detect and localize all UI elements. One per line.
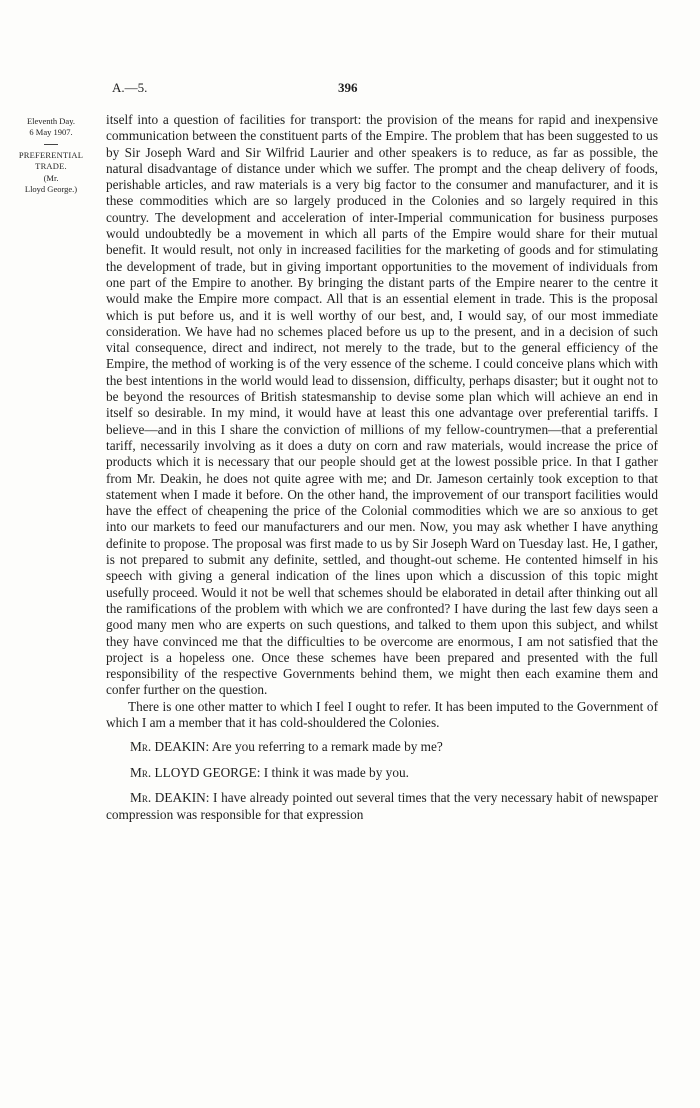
- dialogue-line-2: [106, 763, 658, 783]
- main-text: [106, 112, 658, 829]
- dialogue-text: : Are you referring to a remark made by me?: [205, 739, 443, 755]
- page-number: 396: [338, 80, 358, 95]
- margin-day: Eleventh Day.: [26, 116, 76, 126]
- margin-topic-line2: TRADE.: [35, 161, 67, 171]
- dialogue-line-3: [106, 789, 658, 823]
- margin-notes: [4, 116, 98, 195]
- margin-topic-line1: PREFERENTIAL: [18, 150, 84, 160]
- document-reference: A.—5.: [112, 80, 148, 95]
- page-header: [112, 80, 658, 100]
- margin-speaker-line2: Lloyd George.): [24, 184, 78, 194]
- dialogue-speaker: Mr. DEAKIN: [130, 739, 206, 755]
- margin-speaker-line1: (Mr.: [43, 173, 59, 183]
- body-paragraph-1: itself into a question of facilities for transport: the provision of the means for rapid and inexpensive communication between the constituent parts of the Empire. The problem that has been suggested to us by Sir Joseph Ward and Sir Wilfrid Laurier and other speakers is to reduce, as far as possible, the natural disadvantage of distance under which we suffer. The prompt and the cheap delivery of foods, perishable articles, and raw materials is a very big factor to the consumer and manufacturer, and it is these commodities which are so largely produced in the Colonies and so largely required in this country. The development and acceleration of inter-Imperial communication for business purposes would undoubtedly be a movement in which all parts of the Empire would share for their mutual benefit. It would result, not only in increased facilities for the marketing of goods and for stimulating the development of trade, but in giving important opportunities to the movement of individuals from one part of the Empire to another. By bringing the distant parts of the Empire nearer to the centre it would make the Empire more compact. All that is an essential element in trade. This is the proposal which is put before us, and it is well worthy of our best, and, I would say, of our most immediate consideration. We have had no schemes placed before us up to the present, and in a decision of such vital consequence, direct and indirect, not merely to the trade, but to the general efficiency of the Empire, the method of working is of the very essence of the scheme. I could conceive plans which with the best intentions in the world would lead to dissension, difficulty, perhaps disaster; but it ought not to be beyond the resources of British statesmanship to devise some plan which will achieve an end in itself so desirable. In my mind, it would have at least this one advantage over preferential tariffs. I believe—and in this I share the conviction of millions of my fellow-countrymen—that a preferential tariff, necessarily involving as it does a duty on corn and raw materials, would increase the price of products which it is necessary that our people should get at the lowest possible price. In that I gather from Mr. Deakin, he does not quite agree with me; and Dr. Jameson certainly took exception to that statement when I made it before. On the other hand, the improvement of our transport facilities would have the effect of cheapening the price of the Colonial commodities which we are so anxious to get into our markets to feed our manufacturers and our men. Now, you may ask whether I have anything definite to propose. The proposal was first made to us by Sir Joseph Ward on Tuesday last. He, I gather, is not prepared to submit any definite, settled, and thought-out scheme. He contented himself in his speech with giving a general indication of the lines upon which a discussion of this topic might usefully proceed. Would it not be well that schemes should be elaborated in detail after thinking out all the ramifications of the problem with which we are confronted? I have during the last few days seen a good many men who are experts on such questions, and talked to them upon this subject, and whilst they have convinced me that the difficulties to be overcome are enormous, I am not satisfied that the project is a hopeless one. Once these schemes have been prepared and presented with the full responsibility of the respective Governments behind them, we might then each examine them and confer further on the question.: [106, 112, 658, 698]
- dialogue-text: : I think it was made by you.: [256, 765, 409, 781]
- dialogue-line-1: [106, 737, 658, 757]
- dialogue-speaker: Mr. DEAKIN: [130, 790, 206, 806]
- dialogue-text: : I have already pointed out several times that the very necessary habit of newspaper compression was responsible for that expression: [106, 790, 659, 823]
- dialogue-speaker: Mr. LLOYD GEORGE: [130, 765, 257, 781]
- margin-divider: [44, 144, 58, 145]
- body-paragraph-2: There is one other matter to which I feel I ought to refer. It has been imputed to the Government of which I am a member that it has cold-shouldered the Colonies.: [106, 698, 658, 730]
- margin-date: 6 May 1907.: [29, 127, 73, 137]
